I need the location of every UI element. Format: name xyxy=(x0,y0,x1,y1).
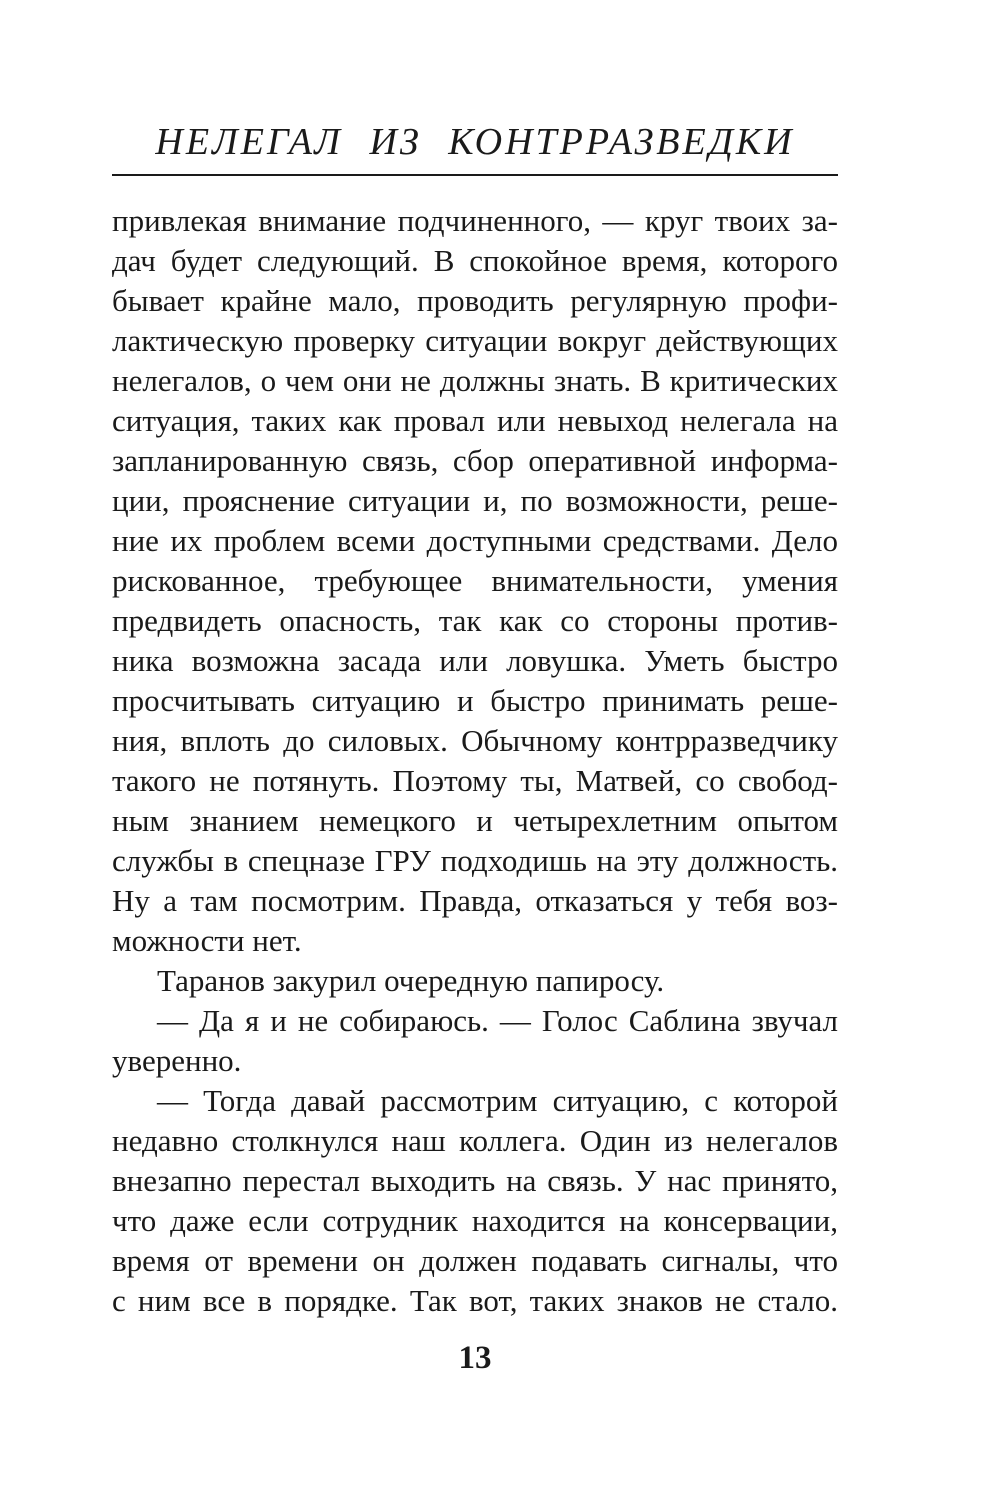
text-line: недавно столкнулся наш коллега. Один из нелегалов xyxy=(112,1123,838,1158)
text-line: ции, прояснение ситуации и, по возможности, реше- xyxy=(112,483,838,518)
text-line: ситуация, таких как провал или невыход нелегала на xyxy=(112,403,838,438)
text-line: лактическую проверку ситуации вокруг действующих xyxy=(112,323,838,358)
text-line: Ну а там посмотрим. Правда, отказаться у тебя воз- xyxy=(112,883,838,918)
text-line: дач будет следующий. В спокойное время, которого xyxy=(112,243,838,278)
page-number: 13 xyxy=(458,1340,492,1376)
text-line: рискованное, требующее внимательности, умения xyxy=(112,563,838,598)
text-line: внезапно перестал выходить на связь. У нас принято, xyxy=(112,1163,838,1198)
text-line: предвидеть опасность, так как со стороны против- xyxy=(112,603,838,638)
running-head-title: НЕЛЕГАЛ ИЗ КОНТРРАЗВЕДКИ xyxy=(155,121,795,163)
text-line: ника возможна засада или ловушка. Уметь быстро xyxy=(112,643,838,678)
text-line: нелегалов, о чем они не должны знать. В критических xyxy=(112,363,838,398)
text-line: можности нет. xyxy=(112,923,302,958)
text-line: что даже если сотрудник находится на консервации, xyxy=(112,1203,838,1238)
text-line: запланированную связь, сбор оперативной информа- xyxy=(112,443,838,478)
text-line: — Тогда давай рассмотрим ситуацию, с которой xyxy=(157,1083,838,1118)
text-line: уверенно. xyxy=(112,1043,242,1078)
body-text xyxy=(112,201,838,1321)
text-line: привлекая внимание подчиненного, — круг твоих за- xyxy=(112,203,838,238)
text-line: просчитывать ситуацию и быстро принимать реше- xyxy=(112,683,838,718)
text-line: ние их проблем всеми доступными средствами. Дело xyxy=(112,523,838,558)
text-line: Таранов закурил очередную папиросу. xyxy=(157,963,665,998)
text-line: бывает крайне мало, проводить регулярную профи- xyxy=(112,283,838,318)
text-line: время от времени он должен подавать сигналы, что xyxy=(112,1243,838,1278)
text-line: такого не потянуть. Поэтому ты, Матвей, со свобод- xyxy=(112,763,838,798)
text-line: — Да я и не собираюсь. — Голос Саблина звучал xyxy=(157,1003,838,1038)
text-line: ния, вплоть до силовых. Обычному контрразведчику xyxy=(112,723,838,758)
text-line: ным знанием немецкого и четырехлетним опытом xyxy=(112,803,838,838)
text-line: с ним все в порядке. Так вот, таких знаков не стало. xyxy=(112,1283,838,1318)
header-rule xyxy=(112,174,838,176)
text-line: службы в спецназе ГРУ подходишь на эту должность. xyxy=(112,843,838,878)
